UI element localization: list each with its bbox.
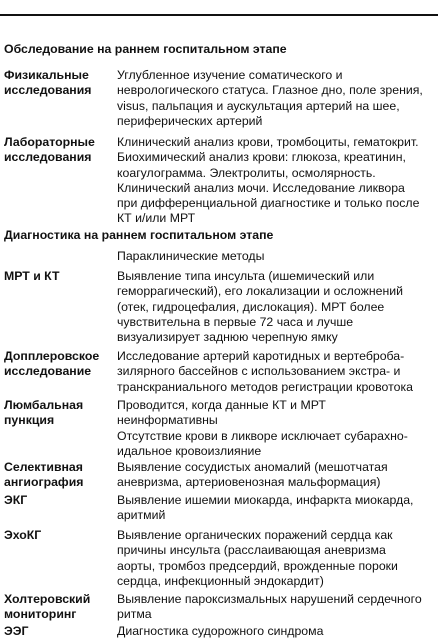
row-description: Углубленное изучение соматического и неврологического статуса. Глазное дно, поле зрения, visus, пальпация и аускультация артерий на шее, периферических артерий xyxy=(117,68,423,128)
row-description: Выявление пароксизмальных нарушений сердечного ритма xyxy=(117,592,422,622)
row-term: Люмбальная пункция xyxy=(4,398,84,428)
row-description: Клинический анализ крови, тромбоциты, гематокрит. Биохимический анализ крови: глюкоза, креатинин, коагулограмма. Электролиты, осмолярность. Клинический анализ мочи. Исследование ликвора при дифференциальной диагностике и только после КТ и/или МРТ xyxy=(117,135,420,226)
section-title-early-diagnostics: Диагностика на раннем госпитальном этапе xyxy=(4,228,274,242)
row-term: Допплеровское исследование xyxy=(4,349,100,379)
row-term: МРТ и КТ xyxy=(4,269,60,283)
row-description: Диагностика судорожного синдрома xyxy=(117,624,324,638)
section-title-early-exam: Обследование на раннем госпитальном этапе xyxy=(4,42,287,56)
row-description: Исследование артерий каротидных и вертеброба- зилярного бассейнов с использованием экстра- и транскраниального методов регистрации кровотока xyxy=(117,349,413,394)
row-term: Холтеровский мониторинг xyxy=(4,592,91,622)
row-term: Лабораторные исследования xyxy=(4,135,95,165)
column-subheader: Параклинические методы xyxy=(117,249,265,263)
row-term: ЭКГ xyxy=(4,493,28,507)
row-term: ЭхоКГ xyxy=(4,528,42,542)
row-description: Выявление сосудистых аномалий (мешотчатая аневризма, артериовенозная мальформация) xyxy=(117,460,388,490)
row-term: ЭЭГ xyxy=(4,624,29,638)
row-description: Выявление органических поражений сердца как причины инсульта (расслаивающая аневризма аорты, тромбоз предсердий, врожденные пороки сердца, инфекционный эндокардит) xyxy=(117,528,398,588)
row-description: Проводится, когда данные КТ и МРТ неинформативны Отсутствие крови в ликворе исключает субарахно- идальное кровоизлияние xyxy=(117,398,408,458)
row-term: Селективная ангиография xyxy=(4,460,84,490)
row-term: Физикальные исследования xyxy=(4,68,92,98)
row-description: Выявление типа инсульта (ишемический или геморрагический), его локализации и осложнений (отек, гидроцефалия, дислокация). МРТ более чувствительна в первые 72 часа и лучше визуализирует заднюю черепную ямку xyxy=(117,269,403,345)
row-description: Выявление ишемии миокарда, инфаркта миокарда, аритмий xyxy=(117,493,414,523)
top-rule xyxy=(0,14,438,16)
